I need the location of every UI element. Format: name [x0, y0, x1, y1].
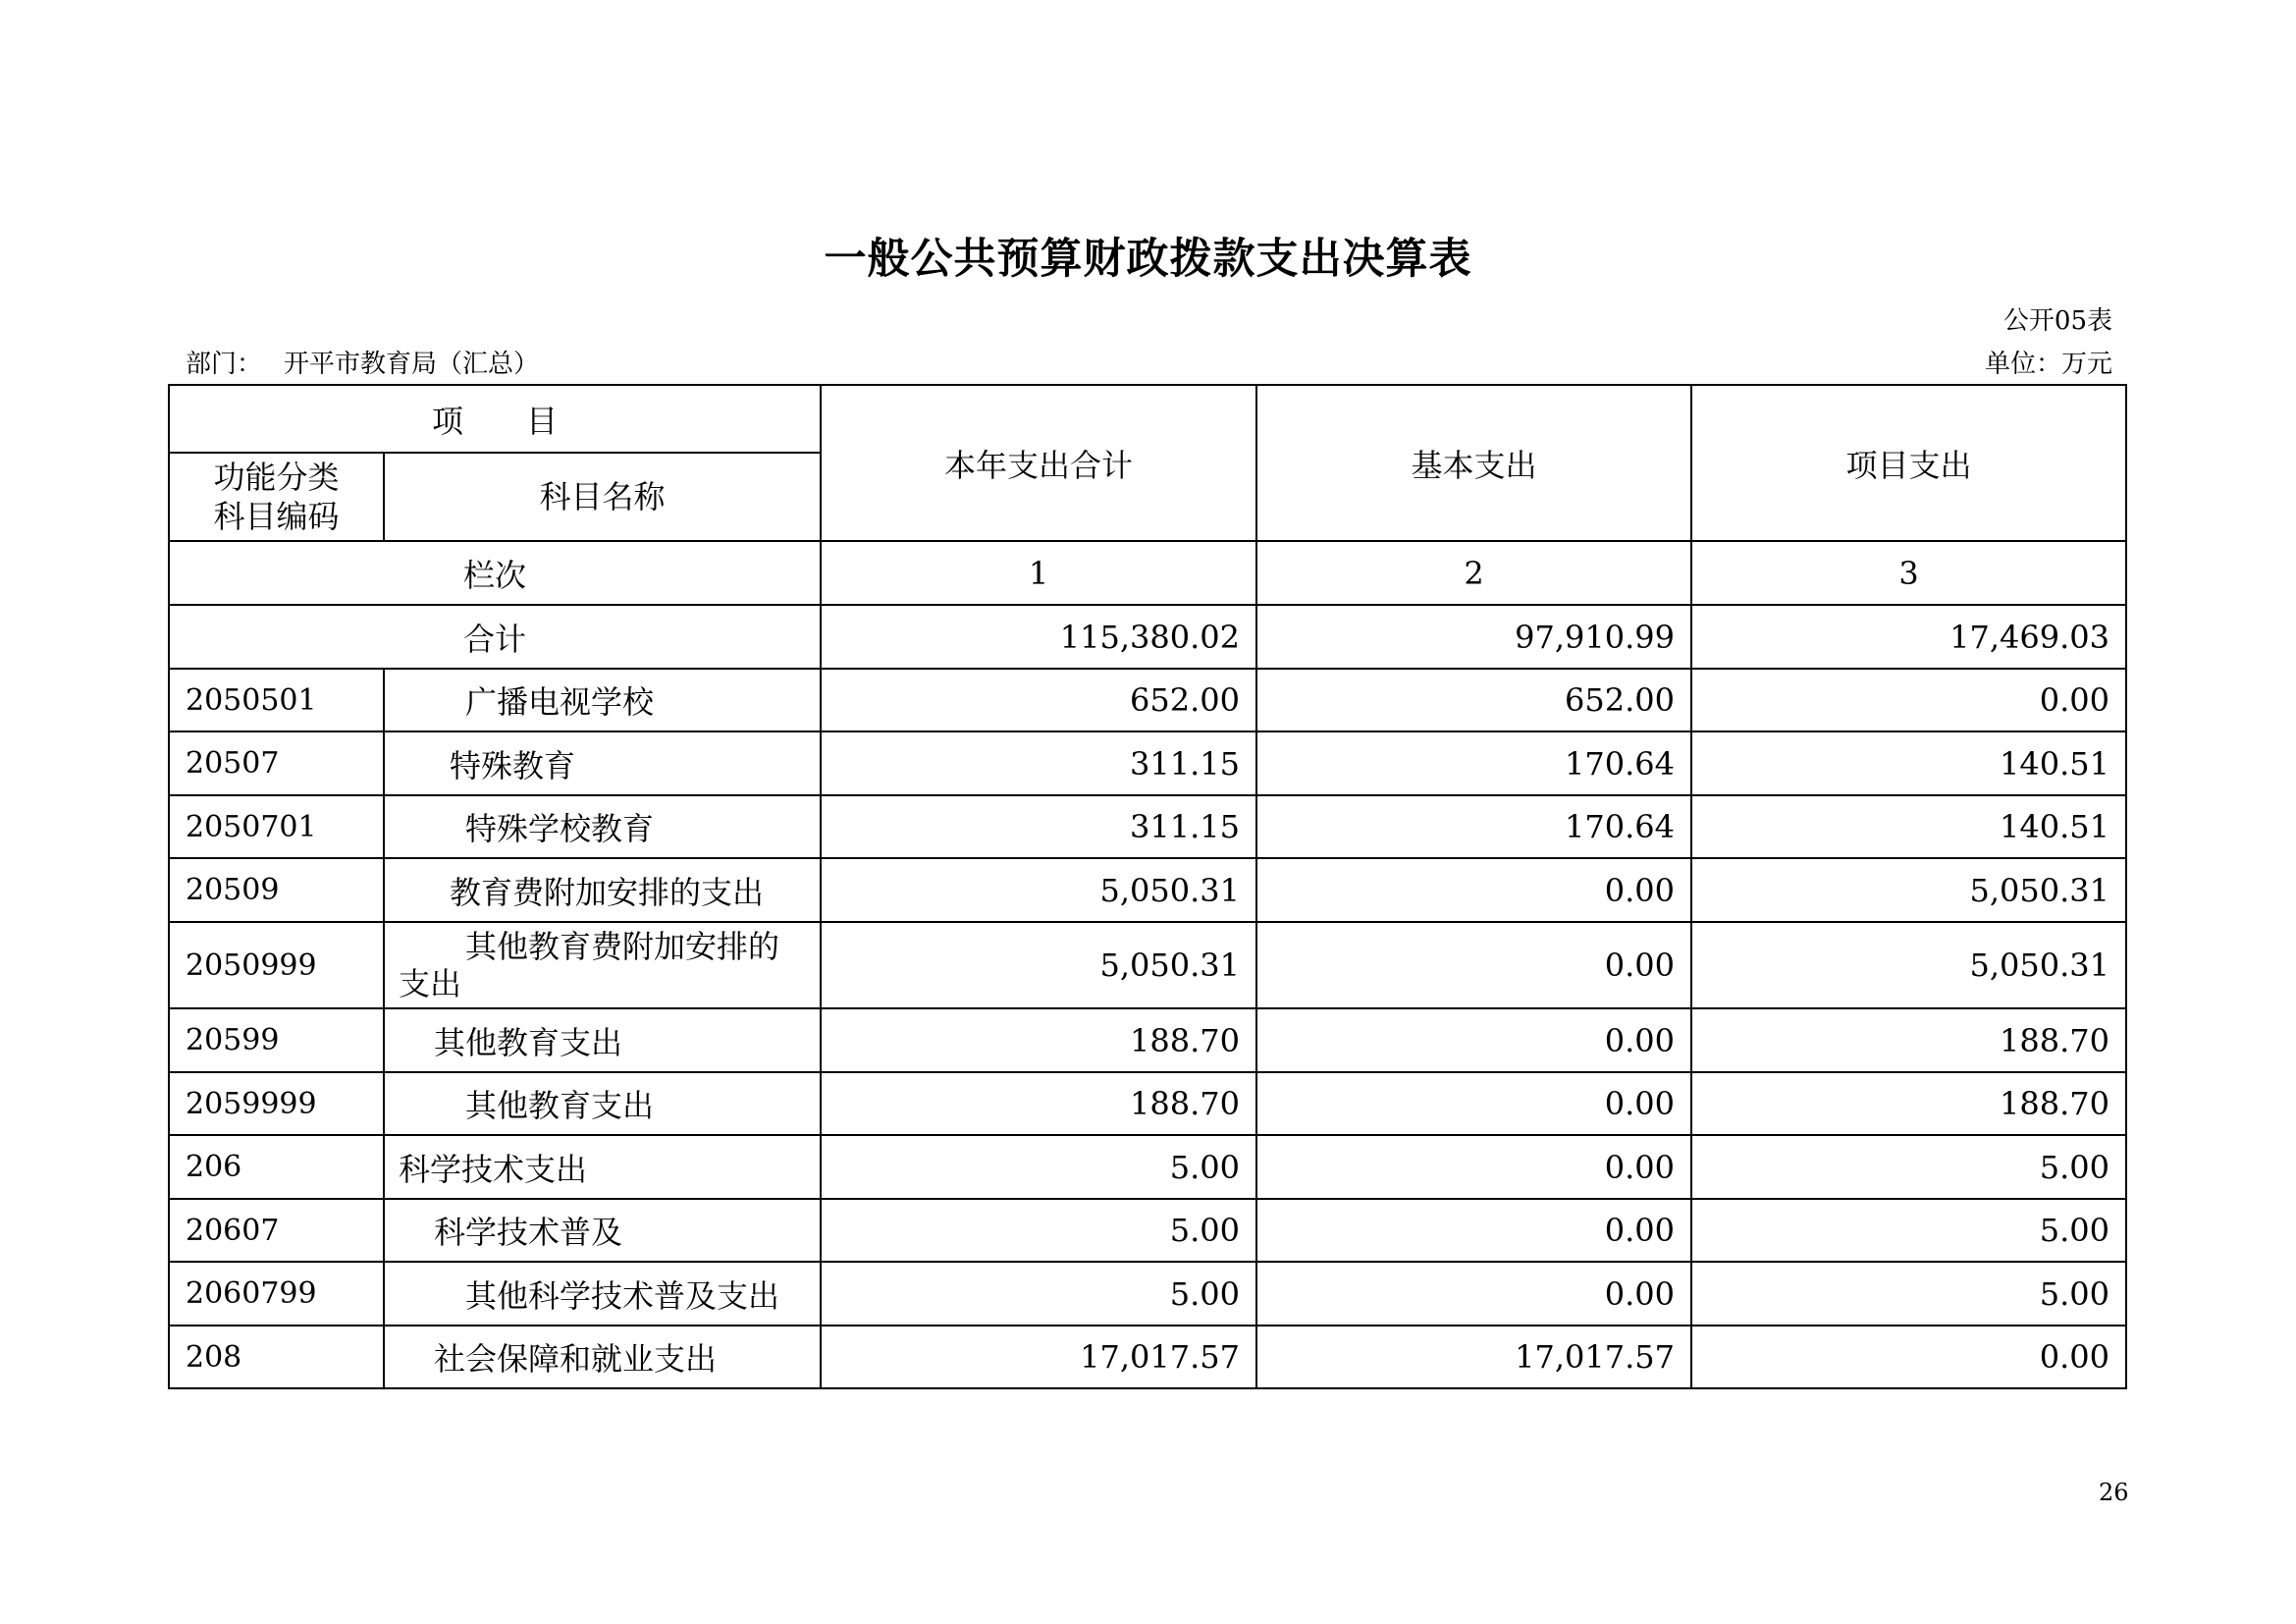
row-name: 特殊学校教育	[384, 795, 821, 858]
row-total: 188.70	[821, 1008, 1256, 1072]
row-name: 教育费附加安排的支出	[384, 858, 821, 922]
row-project: 5.00	[1691, 1135, 2126, 1199]
table-row	[169, 1008, 2126, 1072]
department-name: 开平市教育局（汇总）	[284, 350, 540, 379]
row-total: 5,050.31	[821, 858, 1256, 922]
row-basic: 652.00	[1256, 669, 1691, 731]
summary-basic: 97,910.99	[1256, 605, 1691, 669]
column-index-row	[169, 541, 2126, 605]
header-row-1	[169, 385, 2126, 453]
row-code: 20607	[169, 1199, 384, 1262]
table-row	[169, 669, 2126, 731]
row-project: 140.51	[1691, 795, 2126, 858]
table-row	[169, 1326, 2126, 1388]
unit-label: 单位：万元	[1984, 350, 2112, 379]
row-code: 208	[169, 1326, 384, 1388]
column-index-label: 栏次	[169, 541, 821, 605]
row-total: 311.15	[821, 795, 1256, 858]
row-project: 5,050.31	[1691, 922, 2126, 1008]
row-project: 0.00	[1691, 669, 2126, 731]
page-title: 一般公共预算财政拨款支出决算表	[824, 235, 1472, 284]
header-project: 项目支出	[1691, 385, 2126, 541]
row-name: 特殊教育	[384, 731, 821, 795]
column-index-1: 1	[821, 541, 1256, 605]
row-project: 188.70	[1691, 1072, 2126, 1135]
header-code: 功能分类科目编码	[169, 453, 384, 541]
header-basic: 基本支出	[1256, 385, 1691, 541]
row-project: 188.70	[1691, 1008, 2126, 1072]
expenditure-table	[168, 384, 2127, 1389]
department	[186, 344, 539, 380]
row-project: 140.51	[1691, 731, 2126, 795]
form-number: 公开05表	[2002, 306, 2112, 336]
row-name: 广播电视学校	[384, 669, 821, 731]
row-basic: 0.00	[1256, 922, 1691, 1008]
row-total: 188.70	[821, 1072, 1256, 1135]
row-name: 其他教育费附加安排的支出	[384, 922, 821, 1008]
row-project: 0.00	[1691, 1326, 2126, 1388]
row-name: 其他教育支出	[384, 1008, 821, 1072]
summary-label: 合计	[169, 605, 821, 669]
table-row	[169, 1072, 2126, 1135]
row-code: 2059999	[169, 1072, 384, 1135]
row-basic: 0.00	[1256, 1199, 1691, 1262]
header-name: 科目名称	[384, 453, 821, 541]
table-row	[169, 858, 2126, 922]
table-row	[169, 731, 2126, 795]
row-code: 20509	[169, 858, 384, 922]
column-index-3: 3	[1691, 541, 2126, 605]
row-code: 20599	[169, 1008, 384, 1072]
table-row	[169, 795, 2126, 858]
summary-project: 17,469.03	[1691, 605, 2126, 669]
row-project: 5.00	[1691, 1262, 2126, 1326]
row-basic: 0.00	[1256, 1135, 1691, 1199]
row-code: 2060799	[169, 1262, 384, 1326]
summary-total: 115,380.02	[821, 605, 1256, 669]
row-project: 5,050.31	[1691, 858, 2126, 922]
page-number: 26	[2099, 1479, 2129, 1506]
row-basic: 17,017.57	[1256, 1326, 1691, 1388]
header-item: 项 目	[169, 385, 821, 453]
row-code: 2050701	[169, 795, 384, 858]
row-basic: 0.00	[1256, 858, 1691, 922]
row-name: 社会保障和就业支出	[384, 1326, 821, 1388]
row-project: 5.00	[1691, 1199, 2126, 1262]
department-label: 部门：	[186, 350, 263, 379]
row-total: 5.00	[821, 1199, 1256, 1262]
table-row	[169, 1262, 2126, 1326]
row-total: 5.00	[821, 1135, 1256, 1199]
row-total: 311.15	[821, 731, 1256, 795]
table-row	[169, 922, 2126, 1008]
row-total: 5,050.31	[821, 922, 1256, 1008]
row-basic: 170.64	[1256, 731, 1691, 795]
row-name: 其他科学技术普及支出	[384, 1262, 821, 1326]
table-row	[169, 1135, 2126, 1199]
row-code: 206	[169, 1135, 384, 1199]
row-code: 2050501	[169, 669, 384, 731]
row-basic: 170.64	[1256, 795, 1691, 858]
row-total: 5.00	[821, 1262, 1256, 1326]
row-total: 652.00	[821, 669, 1256, 731]
table-row	[169, 1199, 2126, 1262]
row-name: 科学技术支出	[384, 1135, 821, 1199]
row-basic: 0.00	[1256, 1072, 1691, 1135]
row-name: 其他教育支出	[384, 1072, 821, 1135]
row-basic: 0.00	[1256, 1262, 1691, 1326]
row-name: 科学技术普及	[384, 1199, 821, 1262]
column-index-2: 2	[1256, 541, 1691, 605]
row-basic: 0.00	[1256, 1008, 1691, 1072]
row-code: 2050999	[169, 922, 384, 1008]
summary-row	[169, 605, 2126, 669]
row-total: 17,017.57	[821, 1326, 1256, 1388]
row-code: 20507	[169, 731, 384, 795]
header-total: 本年支出合计	[821, 385, 1256, 541]
